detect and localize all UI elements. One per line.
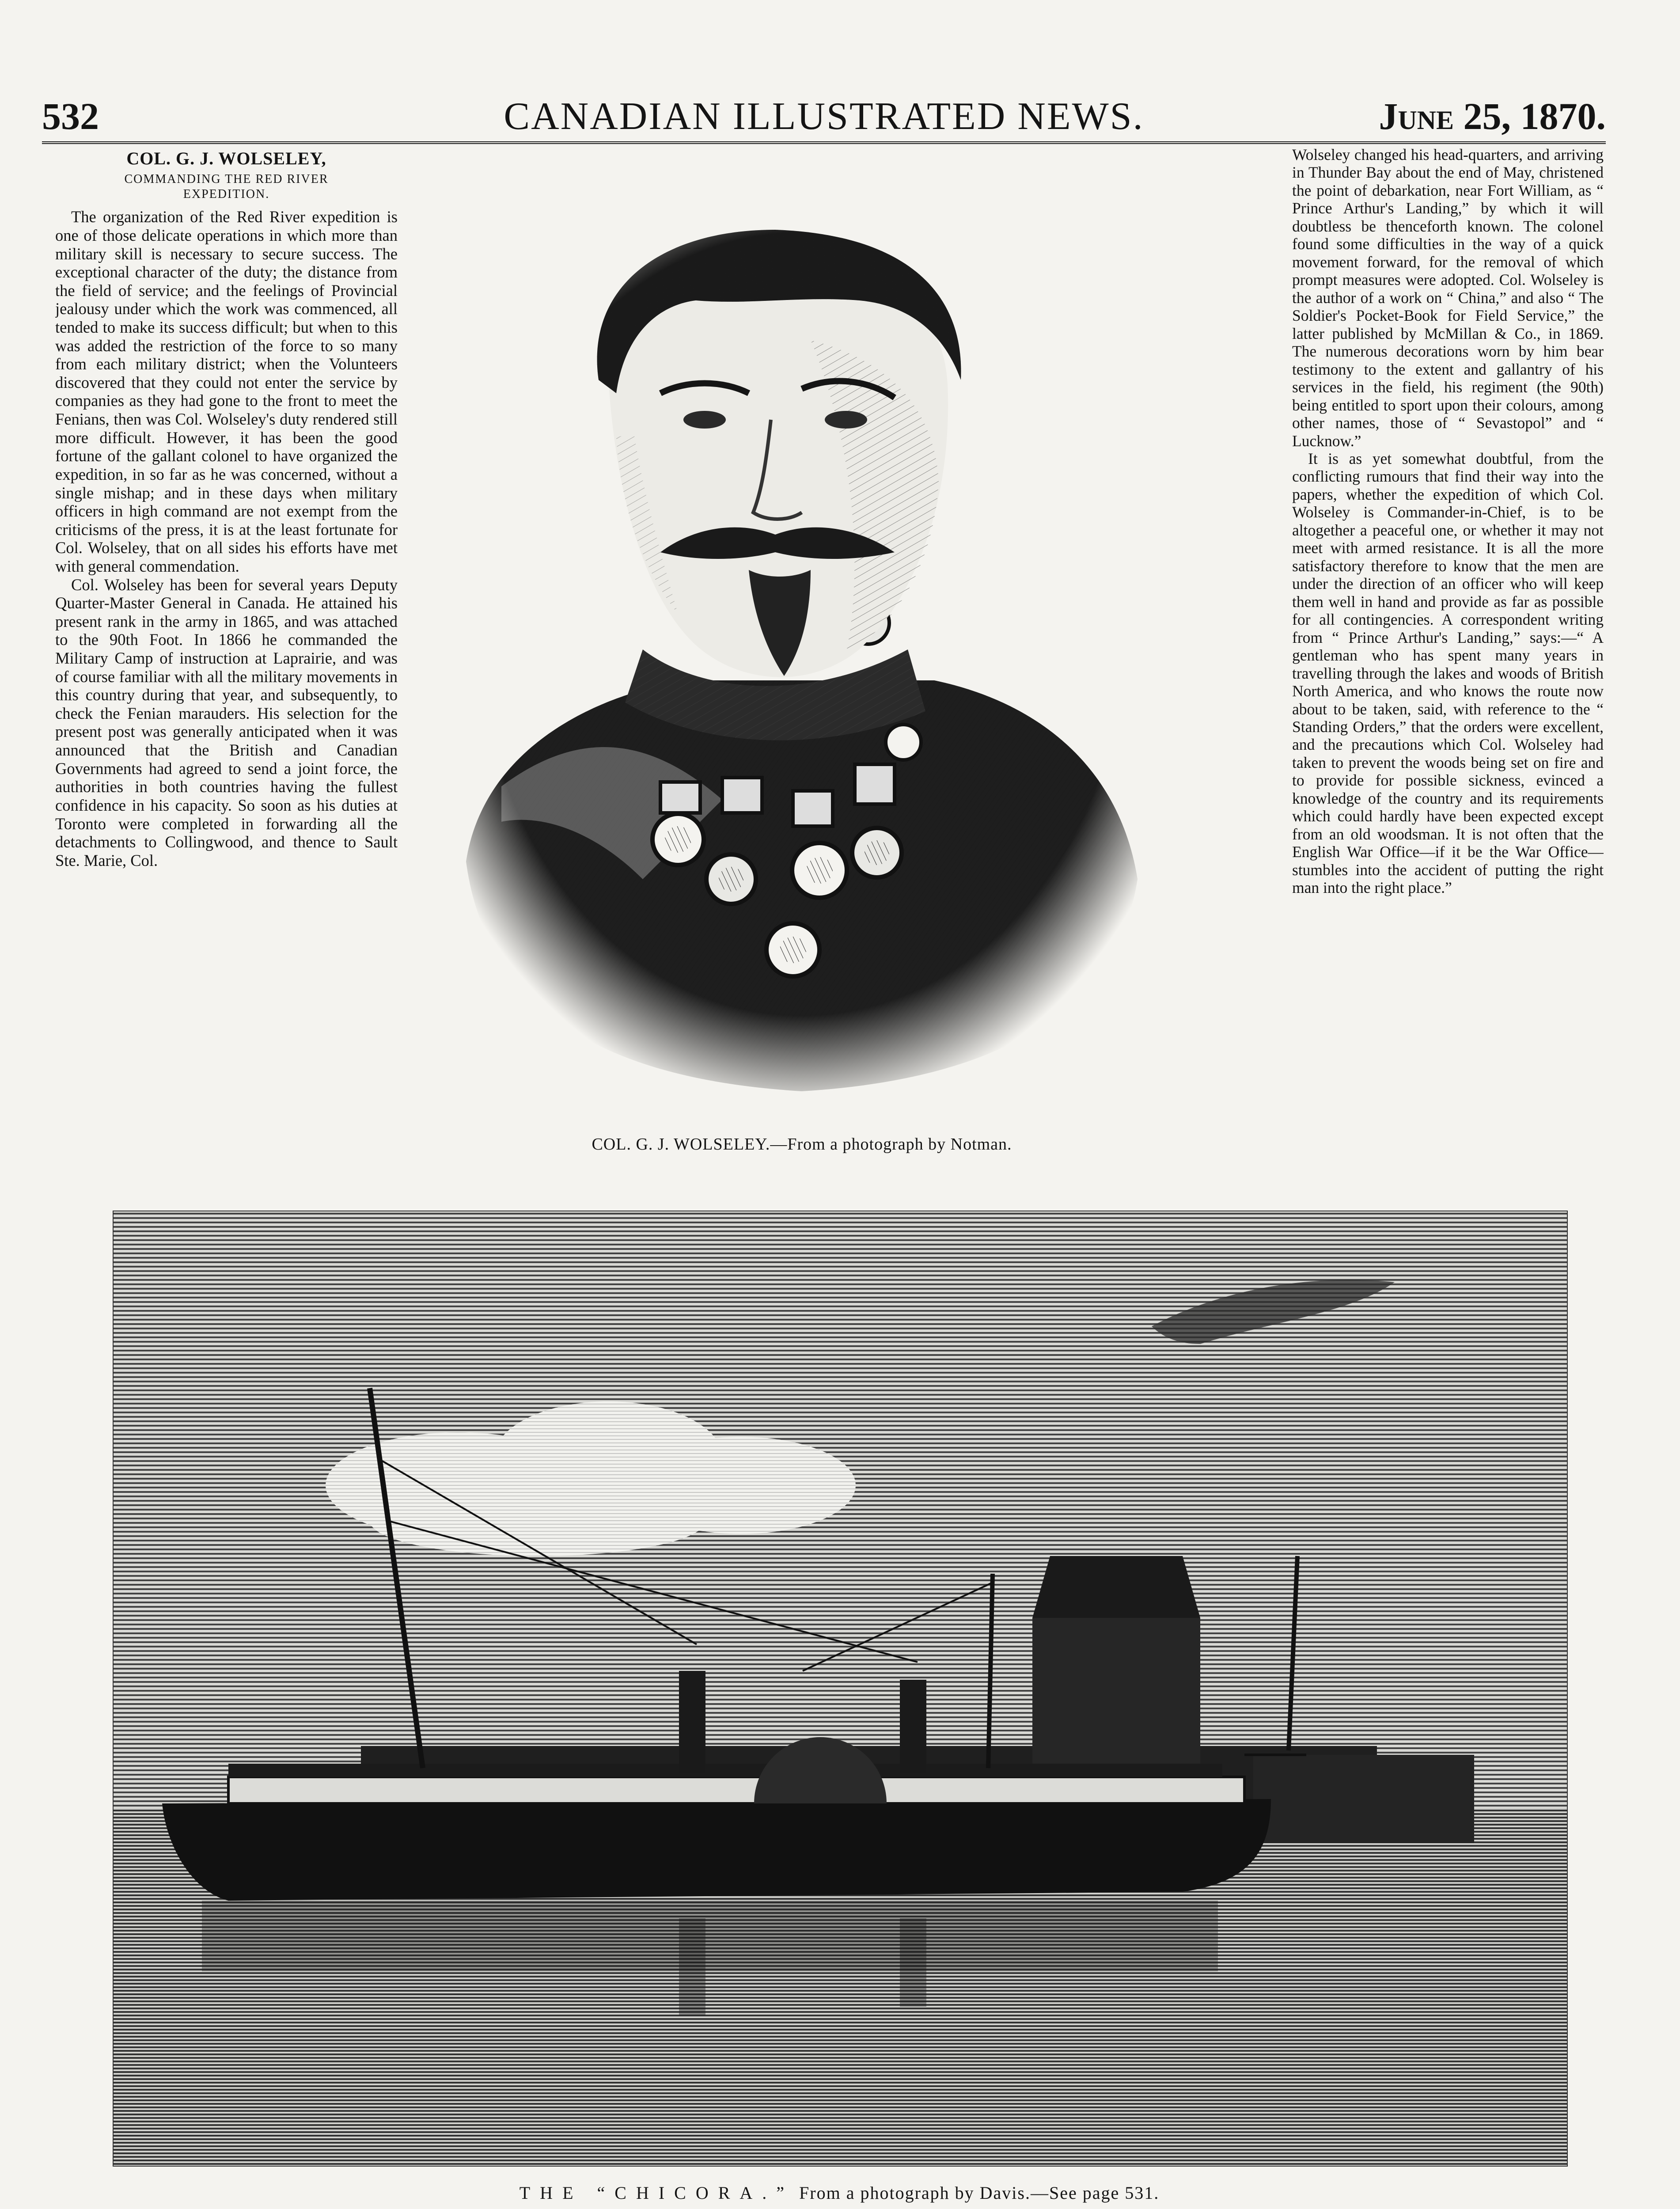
article-subtitle: COMMANDING THE RED RIVER	[124, 172, 329, 186]
ship-caption-title: THE “CHICORA.”	[519, 2183, 794, 2203]
article-column-right	[1292, 146, 1604, 1175]
ship-engraving	[113, 1211, 1568, 2167]
masthead	[42, 91, 1606, 144]
portrait-caption: COL. G. J. WOLSELEY.—From a photograph by Notman.	[592, 1135, 1012, 1154]
article-body-left	[55, 208, 398, 869]
paragraph: It is as yet somewhat doubtful, from the conflicting rumours that find their way into the papers, whether the expedition of which Col. Wolseley is Commander-in-Chief, is to be altogether a peaceful one, or whether it may not meet with armed resistance. It is all the more satisfactory therefore to know that the men are under the direction of an officer who will keep them well in hand and provide as far as possible for all contingencies. A correspondent writing from “ Prince Arthur's Landing,” says:—“ A gentleman who has spent many years in travelling through the lakes and woods of British North America, and who knows the route now about to be taken, said, with reference to the “ Standing Orders,” that the orders were excellent, and the precautions which Col. Wolseley had taken to prevent the woods being set on fire and to provide for possible sickness, evinced a knowledge of the country and its requirements which could hardly have been expected except from an old woodsman. It is not often that the English War Office—if it be the War Office—stumbles into the accident of putting the right man into the right place.”	[1292, 449, 1604, 897]
article-body-right	[1292, 146, 1604, 897]
ship-caption	[113, 2182, 1566, 2203]
article-title: COL. G. J. WOLSELEY,	[126, 148, 326, 168]
page-number: 532	[42, 95, 99, 137]
article-subtitle-line2: EXPEDITION.	[183, 187, 270, 201]
paragraph: Wolseley changed his head-quarters, and arriving in Thunder Bay about the end of May, christened the point of debarkation, near Fort William, as “ Prince Arthur's Landing,” by which it will doubtless be thenceforth known. The colonel found some difficulties in the way of a quick movement forward, for the removal of which prompt measures were adopted. Col. Wolseley is the author of a work on “ China,” and also “ The Soldier's Pocket-Book for Field Service,” the latter published by McMillan & Co., in 1869. The numerous decorations worn by him bear testimony to the extent and gallantry of his services in the field, his regiment (the 90th) being entitled to sport upon their colours, among other names, those of “ Sevastopol” and “ Lucknow.”	[1292, 146, 1604, 450]
paragraph: Col. Wolseley has been for several years Deputy Quarter-Master General in Canada. He attained his present rank in the army in 1865, and was attached to the 90th Foot. In 1866 he commanded the Military Camp of instruction at Laprairie, and was of course familiar with all the military movements in this country during that year, and subsequently, to check the Fenian marauders. His selection for the present post was generally anticipated when it was announced that the British and Canadian Governments had agreed to send a joint force, the authorities in both countries having the fullest confidence in his capacity. So soon as his duties at Toronto were completed in forwarding all the detachments to Collingwood, and thence to Sault Ste. Marie, Col.	[55, 575, 398, 869]
article-column-left	[55, 148, 398, 1173]
publication-title: CANADIAN ILLUSTRATED NEWS.	[504, 95, 1144, 138]
ship-caption-credit: From a photograph by Davis.—See page 531.	[799, 2183, 1160, 2203]
issue-date: June 25, 1870.	[1379, 95, 1606, 137]
paragraph: The organization of the Red River expedition is one of those delicate operations in which more than military skill is necessary to secure success. The exceptional character of the duty; the distance from the field of service; and the feelings of Provincial jealousy under which the work was commenced, all tended to make its success difficult; but when to this was added the restriction of the force to so many from each military district; when the Volunteers discovered that they could not enter the service by companies as they had gone to the front to meet the Fenians, then was Col. Wolseley's duty rendered still more difficult. However, it has been the good fortune of the gallant colonel to have organized the expedition, in so far as he was concerned, without a single mishap; and in these days when military officers in high command are not exempt from the criticisms of the press, it is at the least fortunate for Col. Wolseley, that on all sides his efforts have met with general commendation.	[55, 208, 398, 575]
portrait-engraving	[413, 172, 1191, 1113]
